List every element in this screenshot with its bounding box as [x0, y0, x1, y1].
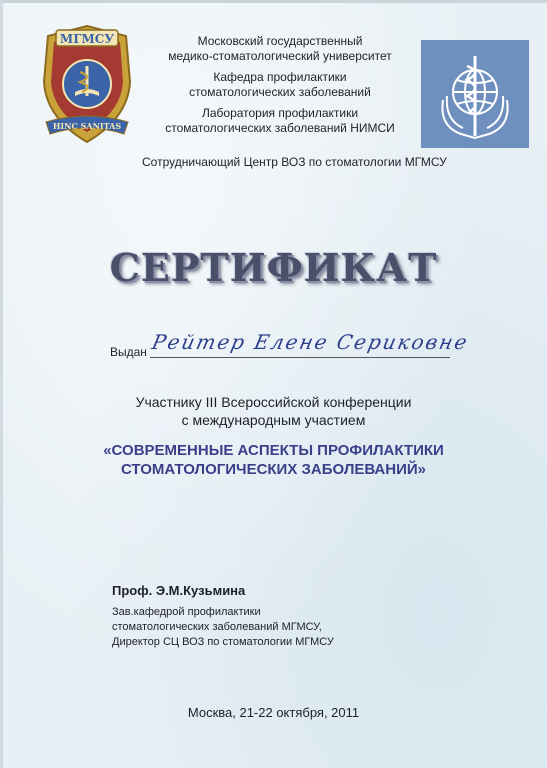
certificate-title: СЕРТИФИКАТ: [109, 245, 438, 290]
university-name-line2: медико-стоматологический университет: [168, 49, 392, 63]
signer-position-line1: Зав.кафедрой профилактики: [112, 606, 261, 618]
header-block: [140, 34, 420, 136]
issued-label: Выдан: [110, 345, 147, 359]
participant-line1: Участнику III Всероссийской конференции: [135, 394, 412, 410]
department-line1: Кафедра профилактики: [213, 70, 347, 84]
conference-title: [0, 441, 547, 479]
signer-position-line3: Директор СЦ ВОЗ по стоматологии МГМСУ: [112, 636, 334, 648]
conference-line2: СТОМАТОЛОГИЧЕСКИХ ЗАБОЛЕВАНИЙ»: [120, 461, 427, 478]
lab-line1: Лаборатория профилактики: [201, 106, 359, 120]
who-emblem-icon: [421, 40, 529, 148]
logo-top-text: МГМСУ: [59, 32, 115, 46]
logo-ribbon-text: HINC SANITAS: [52, 121, 122, 131]
participant-text: [0, 393, 547, 429]
participant-line2: с международным участием: [181, 412, 366, 428]
university-logo: [38, 22, 136, 146]
signer-position-line2: стоматологических заболеваний МГМСУ,: [112, 621, 322, 633]
university-name-line1: Московский государственный: [197, 34, 363, 48]
conference-line1: «СОВРЕМЕННЫЕ АСПЕКТЫ ПРОФИЛАКТИКИ: [103, 442, 444, 459]
lab-line2: стоматологических заболеваний НИМСИ: [165, 121, 395, 135]
signer-name: Проф. Э.М.Кузьмина: [112, 583, 246, 598]
who-center-line: Сотрудничающий Центр ВОЗ по стоматологии МГМСУ: [142, 155, 447, 169]
recipient-name-handwritten: Рейтер Елене Сериковне: [149, 330, 472, 354]
place-date: Москва, 21-22 октября, 2011: [187, 705, 360, 720]
scan-edge-top: [0, 0, 547, 3]
who-emblem: [421, 40, 529, 148]
signer-position: [112, 605, 334, 650]
recipient-underline: [150, 357, 450, 358]
department-line2: стоматологических заболеваний: [189, 85, 371, 99]
scan-edge-left: [0, 0, 3, 768]
